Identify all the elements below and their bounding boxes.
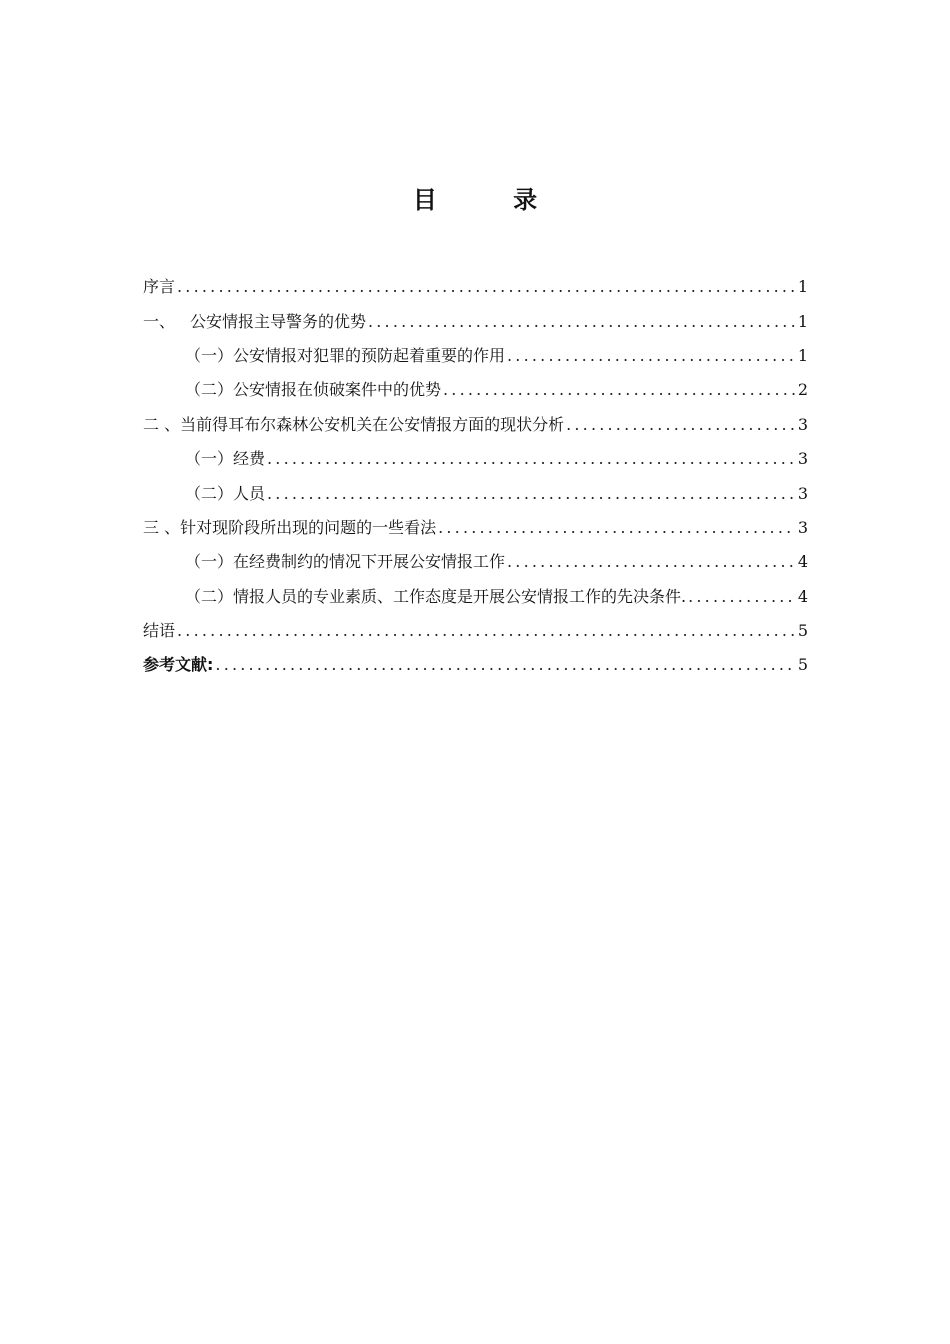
- toc-entry-conclusion[interactable]: [143, 614, 808, 648]
- toc-entry-text: （一）经费: [185, 449, 266, 469]
- toc-entry-section-3-1[interactable]: [143, 545, 808, 579]
- toc-entry-text: 公安情报主导警务的优势: [189, 311, 366, 331]
- toc-page-number: 5: [797, 655, 808, 675]
- toc-page-number: 4: [797, 586, 808, 606]
- toc-entry-section-3-2[interactable]: [143, 580, 808, 614]
- toc-entry-section-1[interactable]: [143, 304, 808, 338]
- toc-page-number: 3: [797, 483, 808, 503]
- toc-leader-dots: [177, 621, 796, 641]
- toc-entry-references[interactable]: [143, 648, 808, 682]
- toc-entry-section-1-2[interactable]: [143, 373, 808, 407]
- toc-leader-dots: [438, 518, 796, 538]
- toc-leader-dots: [267, 449, 796, 469]
- toc-page-number: 4: [797, 552, 808, 572]
- toc-entry-section-3[interactable]: [143, 511, 808, 545]
- toc-page-number: 1: [797, 345, 808, 365]
- toc-leader-dots: [688, 587, 796, 607]
- toc-leader-dots: [507, 346, 796, 366]
- toc-page-number: 5: [797, 621, 808, 641]
- toc-entry-text: （一）公安情报对犯罪的预防起着重要的作用: [185, 345, 506, 365]
- toc-entry-text: 序言: [143, 277, 176, 297]
- toc-entry-section-1-1[interactable]: [143, 339, 808, 373]
- toc-page-number: 3: [797, 449, 808, 469]
- toc-leader-dots: [443, 380, 796, 400]
- toc-leader-dots: [368, 312, 796, 332]
- toc-entry-section-2-2[interactable]: [143, 476, 808, 510]
- toc-entry-text: （二）人员: [185, 483, 266, 503]
- toc-page-number: 1: [797, 311, 808, 331]
- table-of-contents: [143, 270, 808, 683]
- toc-leader-dots: [177, 277, 796, 297]
- toc-entry-section-2[interactable]: [143, 408, 808, 442]
- toc-page-number: 2: [797, 380, 808, 400]
- toc-entry-text: 三 、针对现阶段所出现的问题的一些看法: [143, 517, 437, 537]
- toc-entry-section-2-1[interactable]: [143, 442, 808, 476]
- toc-leader-dots: [566, 415, 796, 435]
- toc-entry-text: （二）情报人员的专业素质、工作态度是开展公安情报工作的先决条件.: [185, 586, 687, 606]
- toc-entry-prefix: 一、: [143, 311, 176, 331]
- toc-entry-preface[interactable]: [143, 270, 808, 304]
- toc-leader-dots: [215, 655, 795, 675]
- toc-entry-text: （二）公安情报在侦破案件中的优势: [185, 380, 442, 400]
- toc-page-number: 3: [797, 517, 808, 537]
- toc-entry-text: 结语: [143, 621, 176, 641]
- toc-leader-dots: [507, 552, 796, 572]
- toc-leader-dots: [267, 484, 796, 504]
- toc-page-number: 3: [797, 414, 808, 434]
- page-title: 目 录: [412, 186, 572, 214]
- toc-page-number: 1: [797, 277, 808, 297]
- toc-entry-text: 二 、当前得耳布尔森林公安机关在公安情报方面的现状分析: [143, 414, 565, 434]
- toc-entry-text: 参考文献:: [143, 655, 214, 675]
- toc-entry-text: （一）在经费制约的情况下开展公安情报工作: [185, 552, 506, 572]
